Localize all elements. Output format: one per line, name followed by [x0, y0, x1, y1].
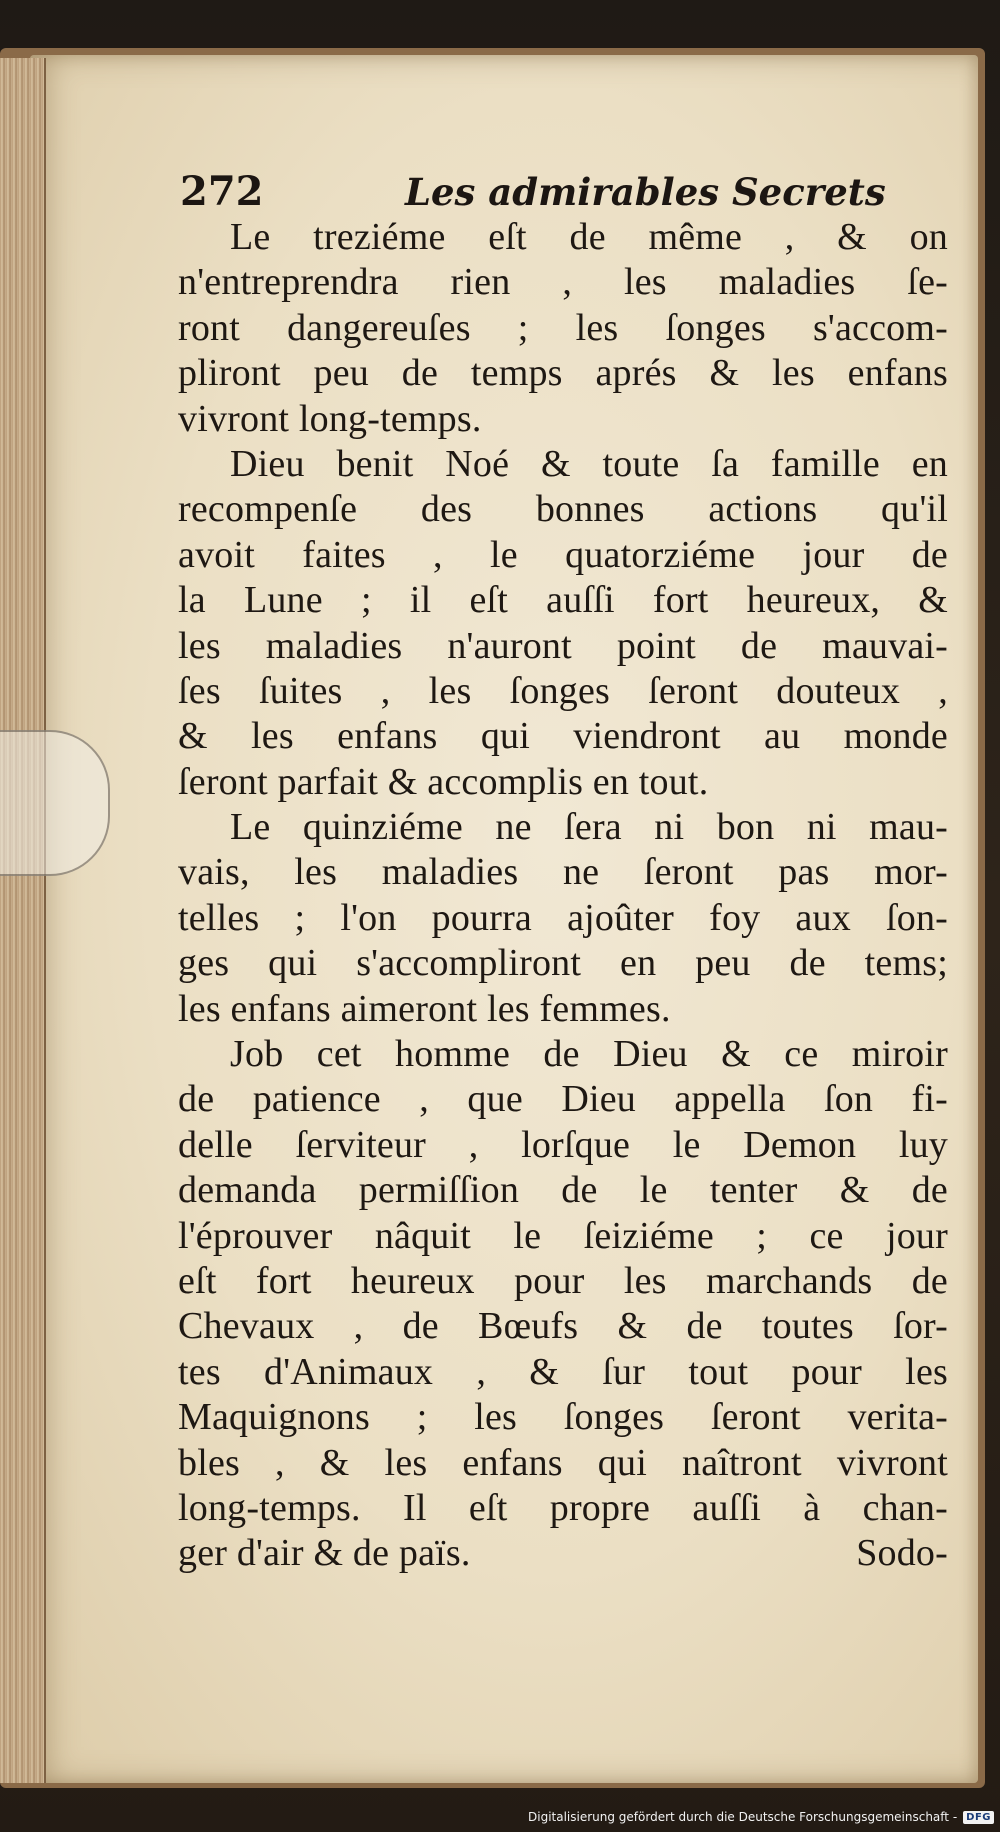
- text-line: [178, 1168, 948, 1213]
- catchword: Sodo-: [856, 1532, 948, 1575]
- digitization-credit: [528, 1806, 994, 1828]
- text-line: [178, 1032, 948, 1077]
- text-line: [178, 850, 948, 895]
- text-line: [178, 760, 948, 805]
- text-line-content: les maladies n'auront point de mauvai-: [178, 624, 948, 667]
- text-line: [178, 1350, 948, 1395]
- text-line-content: vivront long-temps.: [178, 397, 482, 440]
- text-line-content: Chevaux , de Bœufs & de toutes ſor-: [178, 1305, 948, 1348]
- page-number: 272: [180, 168, 264, 215]
- text-line-content: Job cet homme de Dieu & ce miroir: [230, 1033, 948, 1076]
- text-line-content: delle ſerviteur , lorſque le Demon luy: [178, 1123, 948, 1166]
- text-line-content: Le quinziéme ne ſera ni bon ni mau-: [230, 806, 948, 849]
- text-line-content: Maquignons ; les ſonges ſeront verita-: [178, 1396, 948, 1439]
- text-line: [178, 1123, 948, 1168]
- text-line-content: n'entreprendra rien , les maladies ſe-: [178, 261, 948, 304]
- text-line-content: ger d'air & de païs.: [178, 1532, 471, 1575]
- credit-text: Digitalisierung gefördert durch die Deutsche Forschungsgemeinschaft -: [528, 1810, 958, 1824]
- text-line: [178, 1259, 948, 1304]
- text-line: [178, 578, 948, 623]
- text-line-content: ſeront parfait & accomplis en tout.: [178, 760, 709, 803]
- text-line-content: les enfans aimeront les femmes.: [178, 987, 671, 1030]
- text-line-content: la Lune ; il eſt auſſi fort heureux, &: [178, 579, 948, 622]
- text-line-content: recompenſe des bonnes actions qu'il: [178, 488, 948, 531]
- text-line-content: Le treziéme eſt de même , & on: [230, 216, 948, 258]
- text-line-content: demanda permiſſion de le tenter & de: [178, 1169, 948, 1212]
- text-line-content: vais, les maladies ne ſeront pas mor-: [178, 851, 948, 894]
- text-line: [178, 941, 948, 986]
- text-line-content: Dieu benit Noé & toute ſa famille en: [230, 442, 948, 485]
- page-clamp: [0, 730, 110, 876]
- text-line: [178, 1395, 948, 1440]
- text-line: [178, 1441, 948, 1486]
- text-line-content: pliront peu de temps aprés & les enfans: [178, 352, 948, 395]
- text-line: [178, 487, 948, 532]
- text-line: [178, 896, 948, 941]
- text-line-content: de patience , que Dieu appella ſon fi-: [178, 1078, 948, 1121]
- text-line: [178, 1077, 948, 1122]
- text-line: [178, 987, 948, 1032]
- text-line: [178, 397, 948, 442]
- text-line-content: ſes ſuites , les ſonges ſeront douteux ,: [178, 669, 948, 712]
- dfg-logo: DFG: [963, 1811, 994, 1824]
- text-line-content: eſt fort heureux pour les marchands de: [178, 1259, 948, 1302]
- text-line-content: telles ; l'on pourra ajoûter foy aux ſon-: [178, 896, 948, 939]
- text-line: [178, 1214, 948, 1259]
- text-line: [178, 306, 948, 351]
- text-line: [178, 624, 948, 669]
- text-line: [178, 1486, 948, 1531]
- text-line: [178, 260, 948, 305]
- text-line: [178, 533, 948, 578]
- text-line-content: tes d'Animaux , & ſur tout pour les: [178, 1350, 948, 1393]
- text-line: [178, 442, 948, 487]
- text-line: [178, 351, 948, 396]
- text-line-content: ges qui s'accompliront en peu de tems;: [178, 942, 948, 985]
- page-edges: [0, 58, 46, 1783]
- text-line: [178, 669, 948, 714]
- text-line-content: & les enfans qui viendront au monde: [178, 715, 948, 758]
- text-line: [178, 1531, 948, 1576]
- text-line-content: bles , & les enfans qui naîtront vivront: [178, 1441, 948, 1484]
- text-line-content: ront dangereuſes ; les ſonges s'accom-: [178, 306, 948, 349]
- text-line: [178, 714, 948, 759]
- text-line-content: avoit faites , le quatorziéme jour de: [178, 533, 948, 576]
- text-line: [178, 215, 948, 260]
- text-line-content: l'éprouver nâquit le ſeiziéme ; ce jour: [178, 1214, 948, 1257]
- text-line: [178, 1304, 948, 1349]
- body-text: [178, 215, 948, 1577]
- text-line: [178, 805, 948, 850]
- running-title: Les admirables Secrets: [405, 170, 886, 214]
- text-line-content: long-temps. Il eſt propre auſſi à chan-: [178, 1486, 948, 1529]
